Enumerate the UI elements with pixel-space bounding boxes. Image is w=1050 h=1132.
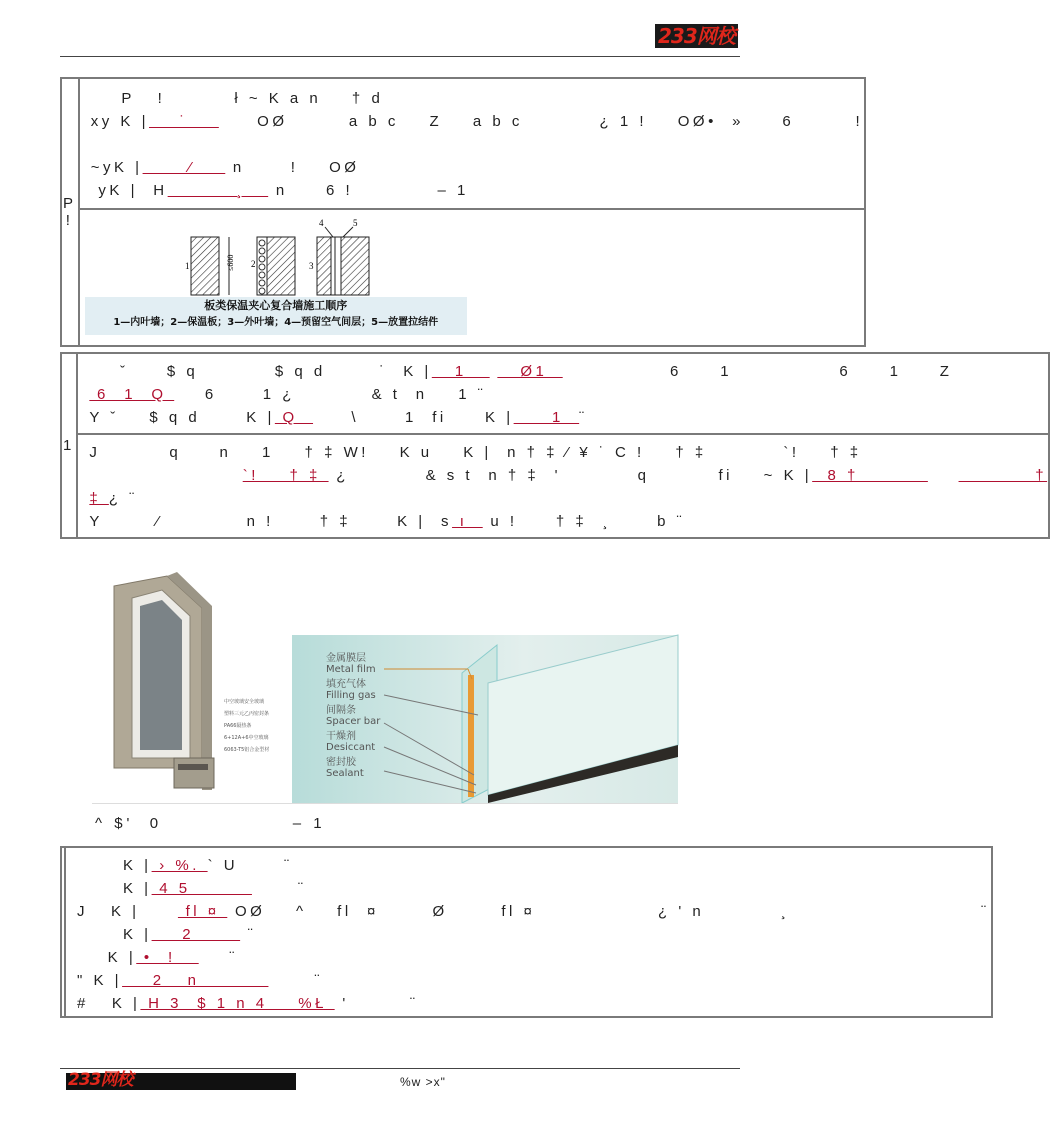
line-text: ¨ bbox=[579, 409, 588, 426]
outer-leaf-wall bbox=[317, 237, 331, 295]
footer-rule bbox=[60, 1068, 740, 1069]
underlined-answer: 2 bbox=[151, 926, 241, 943]
line-text: ¨ bbox=[268, 972, 323, 989]
line-text: ¨ bbox=[251, 880, 307, 897]
section-1-table bbox=[60, 77, 866, 347]
line-text: ~yK | bbox=[90, 159, 143, 176]
text-line bbox=[67, 854, 990, 877]
line-text: J q n 1 † ‡ W! K u K | n † ‡ ⁄ ¥ ˙ C ! † ‡ `! † ‡ bbox=[89, 444, 862, 461]
line-text: OØ a b c Z a b c ¿ 1 ! OØ• » 6 ! bbox=[218, 113, 864, 130]
window-frame-svg bbox=[92, 568, 302, 803]
text-line bbox=[79, 487, 1047, 510]
line-text: # K | bbox=[77, 995, 141, 1012]
line-text: J K | bbox=[77, 903, 178, 920]
line-text: ¿ & s t n † ‡ ' q fi ~ K | bbox=[328, 467, 813, 484]
line-text: ¿ ¨ bbox=[108, 490, 138, 507]
text-line bbox=[67, 877, 990, 900]
footer-text: %w >x" bbox=[400, 1075, 446, 1089]
text-line bbox=[79, 360, 1047, 383]
line-text: ¨ bbox=[198, 949, 238, 966]
window-photo bbox=[92, 568, 302, 803]
glass-layer-cn: 密封胶 bbox=[326, 757, 356, 768]
line-text: K | bbox=[77, 880, 152, 897]
glass-layer-label bbox=[326, 679, 380, 701]
underlined-answer: 4 5 bbox=[151, 880, 252, 897]
underlined-answer: ⁄ bbox=[142, 159, 226, 176]
line-text: ˇ $ q $ q d ˙ K | bbox=[89, 363, 432, 380]
underlined-answer: ¸ bbox=[167, 182, 269, 199]
text-line bbox=[81, 87, 863, 110]
text-line bbox=[79, 464, 1047, 487]
diagram-num-2: 2 bbox=[250, 259, 256, 269]
glass-layer-cn: 间隔条 bbox=[326, 705, 356, 716]
text-line bbox=[79, 383, 1047, 406]
line-text bbox=[928, 467, 959, 484]
line-text: K | bbox=[77, 926, 152, 943]
text-line bbox=[67, 969, 990, 992]
text-line bbox=[67, 992, 990, 1015]
underlined-answer: † bbox=[958, 467, 1048, 484]
frame-label: 中空玻璃安全玻璃 bbox=[224, 699, 265, 705]
insulation-layer-3 bbox=[335, 237, 341, 295]
diagram-num-1: 1 bbox=[184, 261, 190, 271]
section-2-text-a bbox=[77, 353, 1049, 434]
line-text: u ! † ‡ ¸ b ¨ bbox=[482, 513, 686, 530]
underlined-answer: Ø1 bbox=[497, 363, 563, 380]
inner-leaf-wall-2 bbox=[267, 237, 295, 295]
glass-layer-label bbox=[326, 705, 380, 727]
section-1-diagram-cell bbox=[79, 209, 865, 346]
inner-leaf-wall-3 bbox=[341, 237, 369, 295]
underlined-answer: Q bbox=[274, 409, 314, 426]
diagram-caption-legend: 1—内叶墙；2—保温板；3—外叶墙；4—预留空气间层；5—放置拉结件 bbox=[113, 317, 439, 328]
text-line bbox=[79, 510, 1047, 533]
text-line bbox=[81, 156, 863, 179]
underlined-answer: H 3 $ 1 n 4 %Ł bbox=[140, 995, 335, 1012]
line-text bbox=[89, 467, 242, 484]
section-1-label: P ! bbox=[61, 78, 79, 346]
line-text: K | bbox=[77, 949, 137, 966]
line-text: Y ˇ $ q d K | bbox=[89, 409, 275, 426]
section-3-text bbox=[65, 847, 992, 1017]
line-text: ` U ¨ bbox=[207, 857, 293, 874]
line-text: ¨ bbox=[240, 926, 257, 943]
line-text: ' ¨ bbox=[334, 995, 419, 1012]
air-gap bbox=[331, 237, 335, 295]
underlined-answer: 1 bbox=[431, 363, 490, 380]
brand-logo: 233网校 bbox=[655, 24, 738, 48]
section-2-label: 1 bbox=[61, 353, 77, 538]
line-text: 6 1 ¿ & t n 1 ¨ bbox=[174, 386, 487, 403]
section-2-table bbox=[60, 352, 1050, 539]
glass-layer-en: Desiccant bbox=[326, 742, 376, 753]
diagram-caption bbox=[85, 297, 467, 335]
header-rule bbox=[60, 56, 740, 57]
line-text: \ 1 fi K | bbox=[313, 409, 514, 426]
photo-rule bbox=[92, 803, 678, 804]
glass-layer-cn: 填充气体 bbox=[326, 679, 366, 690]
text-line bbox=[81, 133, 863, 156]
line-text: n 6 ! – 1 bbox=[268, 182, 469, 199]
frame-label: PA66隔热条 bbox=[224, 723, 252, 729]
diagram-num-4: 4 bbox=[318, 218, 324, 228]
footer-logo: 233网校 bbox=[68, 1070, 133, 1090]
frame-label: 6+12A+6中空玻璃 bbox=[224, 735, 269, 741]
underlined-answer: 2 n bbox=[122, 972, 269, 989]
leader-5 bbox=[343, 227, 353, 237]
underlined-answer: ˙ bbox=[148, 113, 219, 130]
underlined-answer: fl ¤ bbox=[177, 903, 228, 920]
underlined-answer: • ! bbox=[136, 949, 199, 966]
text-line bbox=[79, 441, 1047, 464]
leader-4 bbox=[325, 227, 333, 237]
underlined-answer: 6 1 Q bbox=[89, 386, 175, 403]
underlined-answer: 8 † bbox=[812, 467, 928, 484]
glass-diagram bbox=[292, 635, 678, 803]
line-text: xy K | bbox=[90, 113, 149, 130]
glass-layer-cn: 金属膜层 bbox=[326, 653, 366, 664]
figure-caption: ^ $' 0 – 1 bbox=[95, 815, 326, 832]
diagram-num-3: 3 bbox=[308, 261, 314, 271]
underlined-answer: 1 bbox=[513, 409, 580, 426]
glass-layer-label bbox=[326, 757, 380, 779]
line-text: " K | bbox=[77, 972, 123, 989]
glass-layer-en: Spacer bar bbox=[326, 716, 381, 727]
insulation-board bbox=[257, 237, 267, 295]
underlined-answer: `! † ‡ bbox=[242, 467, 329, 484]
dimension-label: ≤600 bbox=[225, 254, 235, 271]
text-line bbox=[79, 406, 1047, 429]
text-line bbox=[81, 179, 863, 202]
line-text: n ! OØ bbox=[225, 159, 360, 176]
glass-layer-en: Metal film bbox=[326, 664, 376, 675]
inner-leaf-wall bbox=[191, 237, 219, 295]
glass-layer-cn: 干燥剂 bbox=[326, 731, 356, 742]
wall-diagram bbox=[81, 211, 863, 344]
line-text: 6 1 6 1 Z bbox=[562, 363, 976, 380]
glass-layer-label bbox=[326, 731, 380, 753]
section-1-text bbox=[79, 78, 865, 209]
line-text: OØ ^ fl ¤ Ø fl ¤ ¿ ' n ¸ ¨ bbox=[227, 903, 990, 920]
section-3-table bbox=[60, 846, 993, 1018]
text-line bbox=[67, 900, 990, 923]
glass-layer-en: Sealant bbox=[326, 768, 364, 779]
wall-diagram-svg bbox=[81, 211, 471, 301]
text-line bbox=[81, 110, 863, 133]
line-text: yK | H bbox=[90, 182, 168, 199]
metal-film-strip bbox=[468, 675, 474, 797]
section-2-text-b bbox=[77, 434, 1049, 538]
glass-layer-label bbox=[326, 653, 380, 675]
underlined-answer: › %. bbox=[151, 857, 208, 874]
underlined-answer: ‡ bbox=[89, 490, 109, 507]
underlined-answer: ı bbox=[452, 513, 483, 530]
line-text: K | bbox=[77, 857, 152, 874]
diagram-caption-title: 板类保温夹心复合墙施工顺序 bbox=[204, 299, 348, 312]
frame-label: 6063-T5铝合金型材 bbox=[224, 747, 270, 753]
diagram-num-5: 5 bbox=[352, 218, 358, 228]
line-text: Y ⁄ n ! † ‡ K | s bbox=[89, 513, 453, 530]
text-line bbox=[67, 946, 990, 969]
line-text: P ! ł ~ K a n † d bbox=[90, 90, 384, 107]
text-line bbox=[67, 923, 990, 946]
glass-layer-en: Filling gas bbox=[326, 690, 376, 701]
frame-label: 塑料三元乙丙密封条 bbox=[224, 711, 270, 717]
